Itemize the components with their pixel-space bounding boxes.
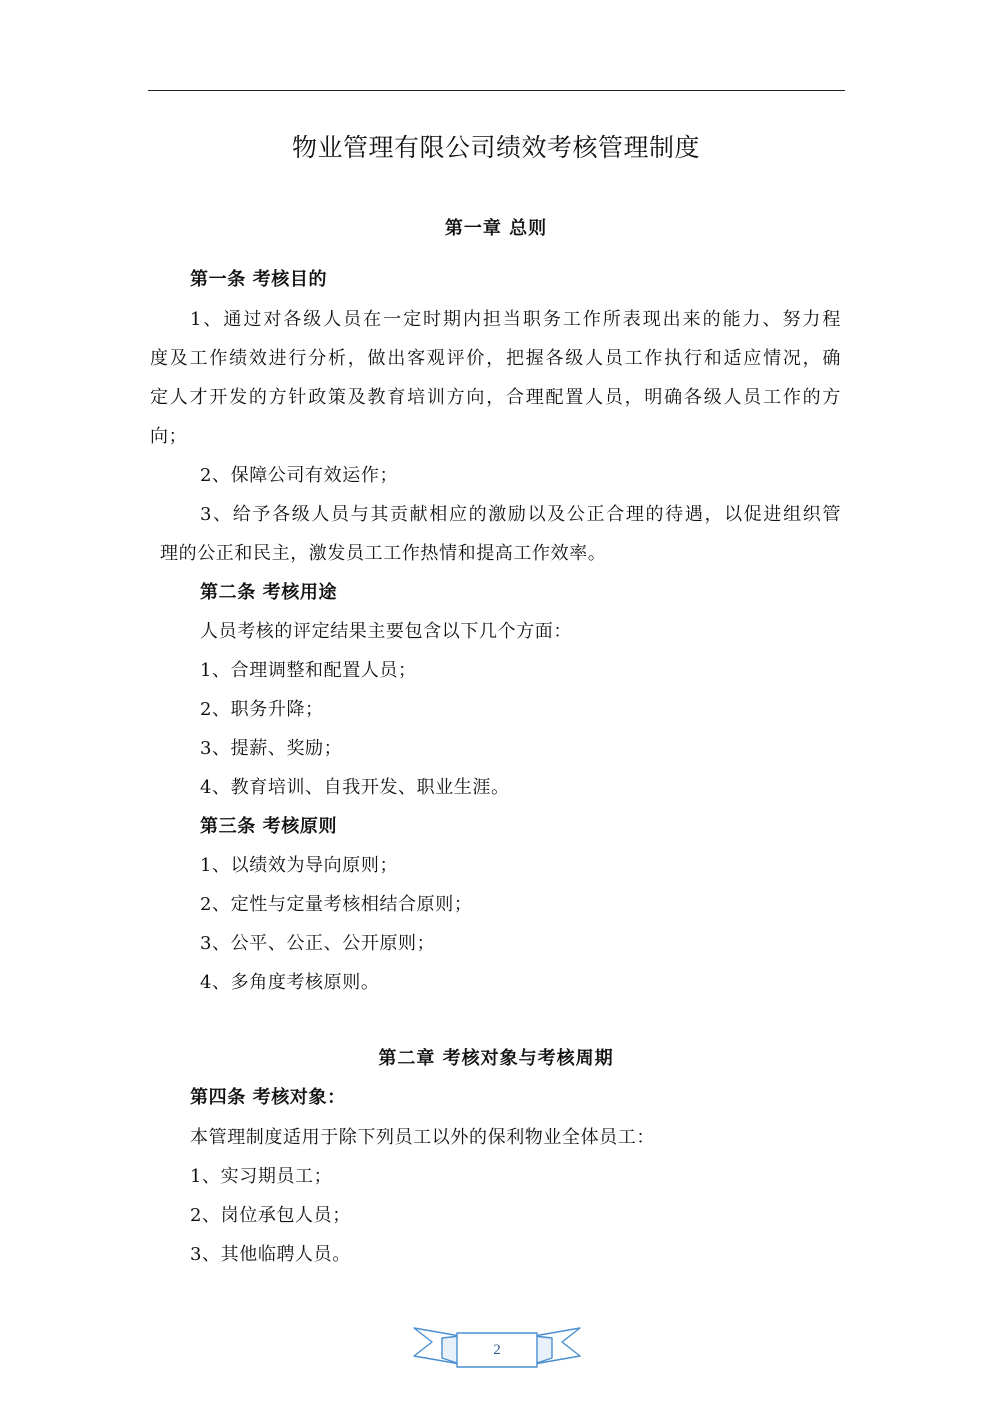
- list-item: 3、提薪、奖励；: [200, 738, 343, 759]
- paragraph-line: 本管理制度适用于除下列员工以外的保利物业全体员工：: [190, 1127, 655, 1148]
- chapter-1-title: 第一章 总则: [444, 218, 548, 239]
- paragraph-line: 度及工作绩效进行分析，做出客观评价，把握各级人员工作执行和适应情况，确: [150, 348, 841, 369]
- chapter-2-title: 第二章 考核对象与考核周期: [378, 1048, 614, 1069]
- header-rule: [148, 90, 845, 91]
- list-item: 2、定性与定量考核相结合原则；: [200, 894, 473, 915]
- list-item: 2、岗位承包人员；: [190, 1205, 351, 1226]
- article-1-heading: 第一条 考核目的: [190, 269, 328, 290]
- list-item: 3、公平、公正、公开原则；: [200, 933, 436, 954]
- list-item: 4、多角度考核原则。: [200, 972, 380, 993]
- paragraph-line: 定人才开发的方针政策及教育培训方向，合理配置人员，明确各级人员工作的方: [150, 387, 841, 408]
- list-item: 4、教育培训、自我开发、职业生涯。: [200, 777, 510, 798]
- list-item: 1、实习期员工；: [190, 1166, 333, 1187]
- paragraph-line: 理的公正和民主，激发员工工作热情和提高工作效率。: [160, 543, 607, 564]
- page-number: 2: [493, 1342, 501, 1358]
- paragraph-line: 3、给予各级人员与其贡献相应的激励以及公正合理的待遇，以促进组织管: [200, 504, 841, 525]
- paragraph-line: 2、保障公司有效运作；: [200, 465, 399, 486]
- list-item: 1、以绩效为导向原则；: [200, 855, 399, 876]
- list-item: 3、其他临聘人员。: [190, 1244, 351, 1265]
- paragraph-line: 人员考核的评定结果主要包含以下几个方面：: [200, 621, 572, 642]
- article-4-heading: 第四条 考核对象：: [190, 1087, 346, 1108]
- paragraph-line: 1、通过对各级人员在一定时期内担当职务工作所表现出来的能力、努力程: [190, 309, 841, 330]
- paragraph-line: 向；: [150, 426, 188, 447]
- list-item: 1、合理调整和配置人员；: [200, 660, 417, 681]
- list-item: 2、职务升降；: [200, 699, 324, 720]
- article-2-heading: 第二条 考核用途: [200, 582, 338, 603]
- article-3-heading: 第三条 考核原则: [200, 816, 338, 837]
- document-title: 物业管理有限公司绩效考核管理制度: [291, 133, 700, 162]
